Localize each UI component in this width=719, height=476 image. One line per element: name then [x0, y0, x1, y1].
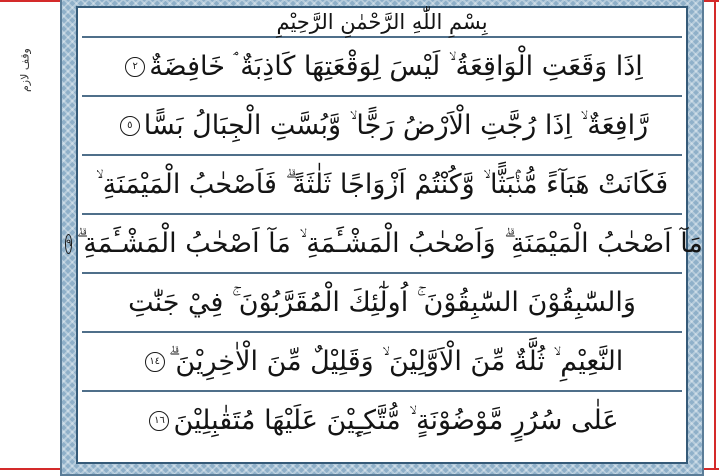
ayah-number-marker: ٥ — [120, 116, 140, 136]
ayah-line-text: النَّعِيْمِ ۙ ثُلَّةٌ مِّنَ الْاَوَّلِيْنَ ۙ وَقَلِيْلٌ مِّنَ الْاٰخِرِيْنَ ۗ — [168, 345, 624, 377]
ayah-line-1 — [82, 38, 682, 97]
ayah-number-marker: ٩ — [65, 234, 72, 254]
ayah-line-text: رَّافِعَةٌ ۙ اِذَا رُجَّتِ الْاَرْضُ رَجًّا ۙ وَّبُسَّتِ الْجِبَالُ بَسًّا — [143, 109, 649, 141]
ayah-number-marker: ٢ — [125, 57, 145, 77]
waqf-lazim-side-note: وقف لازم — [18, 48, 32, 92]
ayah-line-4 — [66, 215, 703, 274]
ayah-number-marker: ١٤ — [145, 352, 165, 372]
text-panel — [66, 6, 703, 464]
ayah-number-marker: ١٦ — [149, 411, 169, 431]
ayah-line-5 — [82, 274, 682, 333]
ayah-lines — [66, 8, 703, 462]
bismillah-text: بِسْمِ اللّٰهِ الرَّحْمٰنِ الرَّحِيْمِ — [276, 10, 488, 34]
ayah-line-text: عَلٰى سُرُرٍ مَّوْضُوْنَةٍ ۙ مُّتَّكِـِٕيْنَ عَلَيْهَا مُتَقٰبِلِيْنَ — [173, 404, 619, 436]
ayah-line-text: فَكَانَتْ هَبَآءً مُّنْۢبَثًّا ۙ وَّكُنْتُمْ اَزْوَاجًا ثَلٰثَةً ۗ فَاَصْحٰبُ الْمَيْمَنَةِ ۙ — [95, 168, 669, 200]
ayah-line-6 — [82, 333, 682, 392]
right-red-rule — [714, 0, 716, 470]
ayah-line-text: مَآ اَصْحٰبُ الْمَيْمَنَةِ ۗ وَاَصْحٰبُ الْمَشْـَٔمَةِ ۙ مَآ اَصْحٰبُ الْمَشْـَٔمَةِ ۗ — [76, 227, 703, 259]
ayah-line-text: وَالسّٰبِقُوْنَ السّٰبِقُوْنَ ۚ اُولٰٓئِكَ الْمُقَرَّبُوْنَ ۚ فِيْ جَنّٰتِ — [128, 286, 636, 318]
decorative-page-frame — [60, 0, 704, 476]
bismillah-line — [82, 8, 682, 38]
ayah-line-3 — [82, 156, 682, 215]
ayah-line-2 — [82, 97, 682, 156]
ayah-line-text: اِذَا وَقَعَتِ الْوَاقِعَةُ ۙ لَيْسَ لِوَقْعَتِهَا كَاذِبَةٌ ۘ خَافِضَةٌ — [149, 50, 643, 82]
ayah-line-7 — [82, 392, 682, 449]
